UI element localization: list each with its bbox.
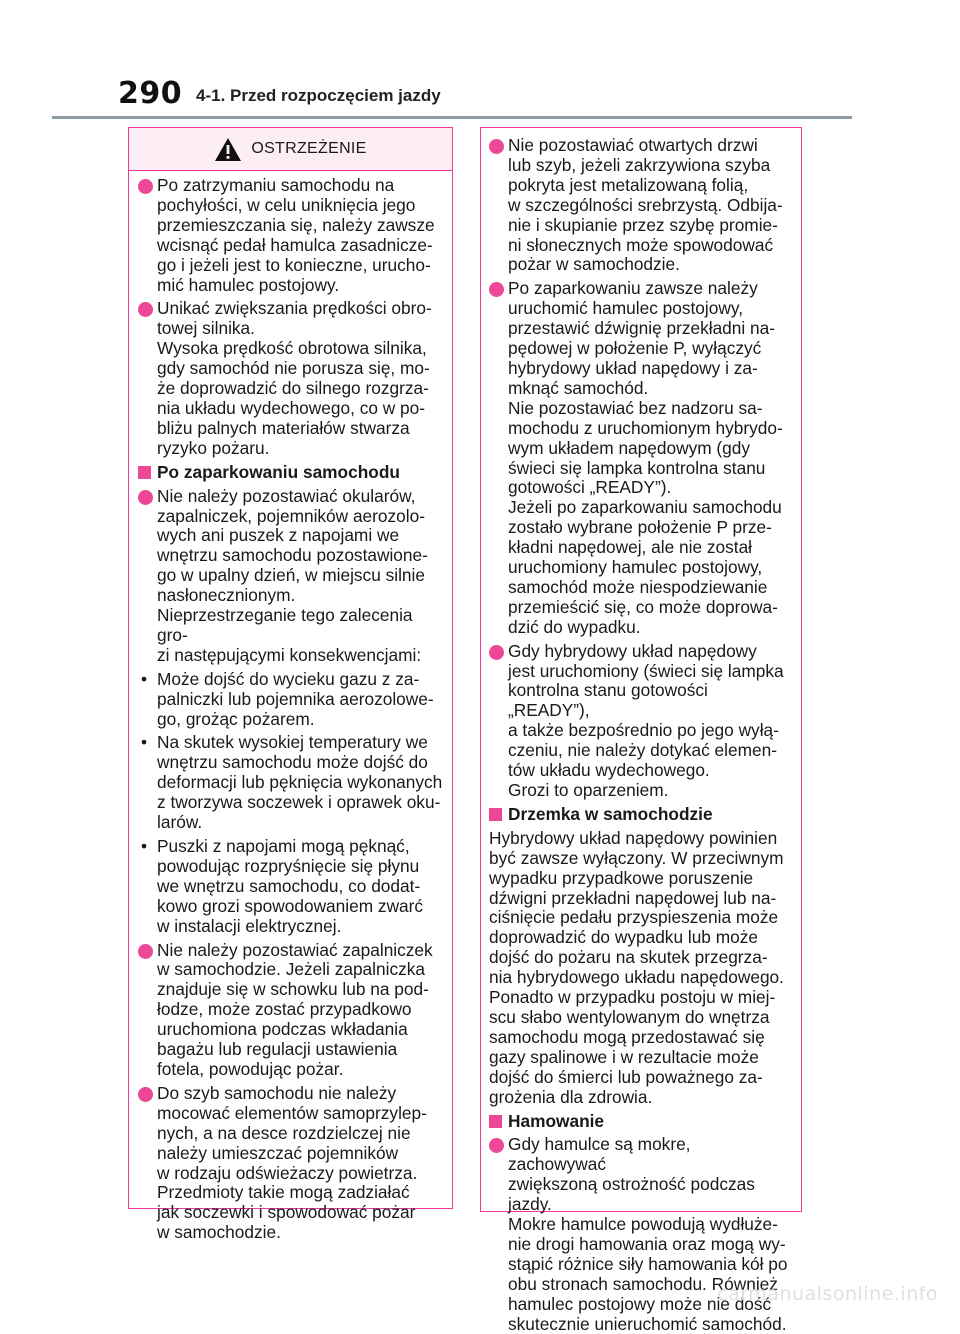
bullet-dot-icon	[489, 645, 504, 660]
subheading-text: Hamowanie	[508, 1110, 605, 1131]
page-header	[0, 0, 960, 120]
subheading-text: Drzemka w samochodzie	[508, 803, 713, 824]
warning-triangle-icon	[214, 137, 242, 162]
warning-box-left	[128, 127, 453, 1243]
bullet-dot-icon	[138, 1087, 153, 1102]
warning-body-left	[129, 171, 452, 1243]
item-text: Gdy hybrydowy układ napędowy jest uruchomiony (świeci się lampka kontrolna stanu gotowości „READY”), a także bezpośrednio po jego wyłą- czeniu, nie należy dotykać elemen- tów układu wydechowego. Grozi to oparzeniem.	[508, 640, 784, 800]
list-item	[138, 941, 444, 1080]
bullet-mark: •	[141, 732, 148, 753]
item-text: Unikać zwiększania prędkości obro- towej silnika. Wysoka prędkość obrotowa silnika, gdy samochód nie porusza się, mo- że doprowadzić do silnego rozgrza- nia układu wydechowego, co w po- bliżu palnych materiałów stwarza ryzyko pożaru.	[157, 298, 432, 458]
square-marker-icon	[489, 1115, 502, 1128]
warning-body-right	[481, 132, 801, 1334]
subheading	[489, 1112, 793, 1132]
bullet-dot-icon	[489, 1138, 504, 1153]
sub-bullet	[138, 733, 444, 833]
list-item	[489, 642, 793, 801]
item-text: Po zatrzymaniu samochodu na pochyłości, w celu uniknięcia jego przemieszczania się, należy zawsze wcisnąć pedał hamulca zasadnicze- go i jeżeli jest to konieczne, urucho- mić hamulec postojowy.	[157, 175, 435, 295]
list-item	[138, 487, 444, 666]
list-item	[489, 279, 793, 637]
section-title: 4-1. Przed rozpoczęciem jazdy	[196, 86, 441, 105]
paragraph: Hybrydowy układ napędowy powinien być zawsze wyłączony. W przeciwnym wypadku przypadkowe poruszenie dźwigni przekładni napędowej lub na- ciśnięcie pedału przyspieszenia może doprowadzić do wypadku lub może dojść do pożaru na skutek przegrza- nia hybrydowego układu napędowego. Ponadto w przypadku postoju w miej- scu słabo wentylowanym do wnętrza samochodu mogą przedostawać się gazy spalinowe i w rezultacie może dojść do śmierci lub poważnego za- grożenia dla zdrowia.	[489, 827, 784, 1107]
bullet-mark: •	[141, 668, 148, 689]
bullet-text: Na skutek wysokiej temperatury we wnętrzu samochodu może dojść do deformacji lub pęknięcia wykonanych z tworzywa soczewek i oprawek oku- larów.	[157, 732, 443, 833]
warning-title: OSTRZEŻENIE	[251, 140, 367, 158]
bullet-dot-icon	[138, 490, 153, 505]
bullet-dot-icon	[489, 282, 504, 297]
subheading-text: Po zaparkowaniu samochodu	[157, 461, 400, 482]
bullet-dot-icon	[138, 302, 153, 317]
item-text: Nie pozostawiać otwartych drzwi lub szyb, jeżeli zakrzywiona szyba pokryta jest metalizowaną folią, w szczególności srebrzystą. Odbija- nie i skupianie przez szybę promie- ni słonecznych może spowodować pożar w samochodzie.	[508, 135, 783, 275]
sub-bullet	[138, 837, 444, 937]
subheading	[138, 463, 444, 483]
header-rule	[52, 116, 852, 119]
bullet-dot-icon	[138, 944, 153, 959]
watermark: carmanualsonline.info	[717, 1283, 938, 1305]
sub-bullet	[138, 670, 444, 730]
item-text: Nie należy pozostawiać okularów, zapalniczek, pojemników aerozolo- wych ani puszek z napojami we wnętrzu samochodu pozostawione- go w upalny dzień, w miejscu silnie nasłonecznionym. Nieprzestrzeganie tego zalecenia gro- zi następującymi konsekwencjami:	[157, 485, 428, 665]
warning-header	[129, 128, 452, 171]
bullet-dot-icon	[138, 179, 153, 194]
item-text: Gdy hamulce są mokre, zachowywać zwiększoną ostrożność podczas jazdy. Mokre hamulce powodują wydłuże- nie drogi hamowania oraz mogą wy- stąpić różnice siły hamowania kół po obu stronach samochodu. Również hamulec postojowy może nie dość skutecznie unieruchomić samochód.	[508, 1134, 788, 1334]
list-item	[138, 299, 444, 458]
page-number: 290	[118, 76, 183, 111]
square-marker-icon	[489, 808, 502, 821]
list-item	[138, 176, 444, 295]
item-text: Nie należy pozostawiać zapalniczek w samochodzie. Jeżeli zapalniczka znajduje się w schowku lub na pod- łodze, może zostać przypadkowo uruchomiona podczas wkładania bagażu lub regulacji ustawienia fotela, powodując pożar.	[157, 939, 433, 1079]
bullet-text: Może dojść do wycieku gazu z za- palniczki lub pojemnika aerozolowe- go, grożąc pożarem.	[157, 668, 434, 729]
subheading	[489, 805, 793, 825]
item-text: Do szyb samochodu nie należy mocować elementów samoprzylep- nych, a na desce rozdzielczej nie należy umieszczać pojemników w rodzaju odświeżaczy powietrza. Przedmioty takie mogą zadziałać jak soczewki i spowodować pożar w samochodzie.	[157, 1082, 427, 1243]
item-text: Po zaparkowaniu zawsze należy uruchomić hamulec postojowy, przestawić dźwignię przekładni na- pędowej w położenie P, wyłączyć hybrydowy układ napędowy i za- mknąć samochód. Nie pozostawiać bez nadzoru sa- mochodu z uruchomionym hybrydo- wym układem napędowym (gdy świeci się lampka kontrolna stanu gotowości „READY”). Jeżeli po zaparkowaniu samochodu zostało wybrane położenie P prze- kładni napędowej, ale nie został uruchomiony hamulec postojowy, samochód może niespodziewanie przemieścić się, co może doprowa- dzić do wypadku.	[508, 278, 783, 637]
bullet-mark: •	[141, 836, 148, 856]
bullet-text: Puszki z napojami mogą pęknąć, powodując rozpryśnięcie się płynu we wnętrzu samochodu, co dodat- kowo grozi spowodowaniem zwarć w instalacji elektrycznej.	[157, 836, 424, 936]
list-item	[138, 1084, 444, 1243]
bullet-dot-icon	[489, 139, 504, 154]
list-item	[489, 136, 793, 275]
square-marker-icon	[138, 466, 151, 479]
warning-box-right	[480, 127, 802, 1334]
